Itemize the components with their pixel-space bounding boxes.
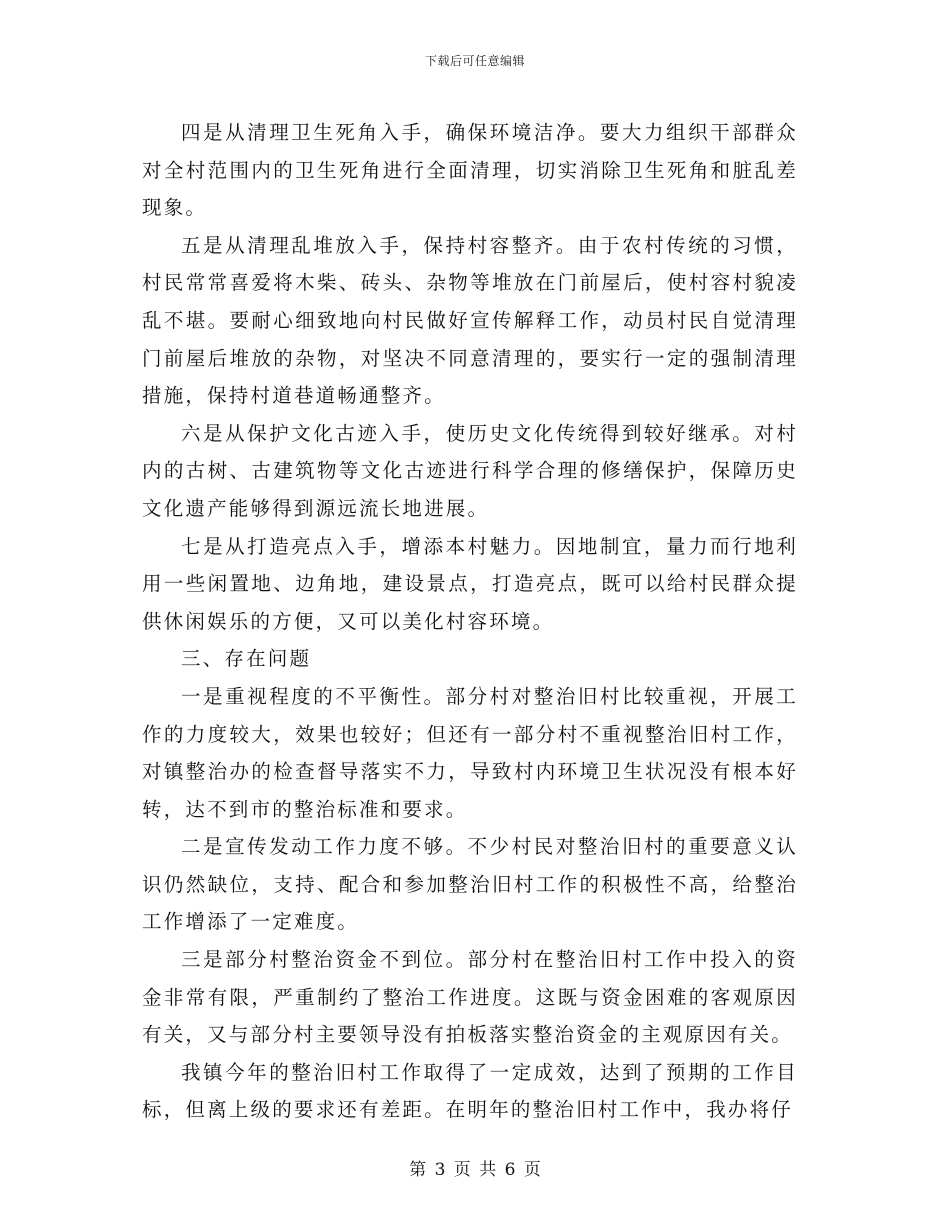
paragraph-problem-2: 二是宣传发动工作力度不够。不少村民对整治旧村的重要意义认识仍然缺位，支持、配合和参加整治旧村工作的积极性不高，给整治工作增添了一定难度。 [142, 835, 798, 934]
paragraph-5-clutter: 五是从清理乱堆放入手，保持村容整齐。由于农村传统的习惯，村民常常喜爱将木柴、砖头、杂物等堆放在门前屋后，使村容村貌凌乱不堪。要耐心细致地向村民做好宣传解释工作，动员村民自觉清理门前屋后堆放的杂物，对坚决不同意清理的，要实行一定的强制清理措施，保持村道巷道畅通整齐。 [142, 233, 798, 408]
paragraph-6-heritage: 六是从保护文化古迹入手，使历史文化传统得到较好继承。对村内的古树、古建筑物等文化古迹进行科学合理的修缮保护，保障历史文化遗产能够得到源远流长地进展。 [142, 421, 798, 520]
paragraph-4-sanitation: 四是从清理卫生死角入手，确保环境洁净。要大力组织干部群众对全村范围内的卫生死角进行全面清理，切实消除卫生死角和脏乱差现象。 [142, 121, 798, 220]
paragraph-problem-3: 三是部分村整治资金不到位。部分村在整治旧村工作中投入的资金非常有限，严重制约了整治工作进度。这既与资金困难的客观原因有关，又与部分村主要领导没有拍板落实整治资金的主观原因有关。 [142, 948, 798, 1047]
section-heading-problems: 三、存在问题 [181, 647, 312, 671]
document-body [142, 114, 798, 1129]
paragraph-problem-1: 一是重视程度的不平衡性。部分村对整治旧村比较重视，开展工作的力度较大，效果也较好；但还有一部分村不重视整治旧村工作，对镇整治办的检查督导落实不力，导致村内环境卫生状况没有根本好转，达不到市的整治标准和要求。 [142, 684, 798, 821]
page-header: 下载后可任意编辑 [424, 54, 525, 68]
page-number: 第 3 页 共 6 页 [409, 1160, 541, 1180]
paragraph-7-highlights: 七是从打造亮点入手，增添本村魅力。因地制宜，量力而行地利用一些闲置地、边角地，建设景点，打造亮点，既可以给村民群众提供休闲娱乐的方便，又可以美化村容环境。 [142, 534, 798, 633]
paragraph-summary: 我镇今年的整治旧村工作取得了一定成效，达到了预期的工作目标，但离上级的要求还有差距。在明年的整治旧村工作中，我办将仔 [142, 1060, 798, 1122]
